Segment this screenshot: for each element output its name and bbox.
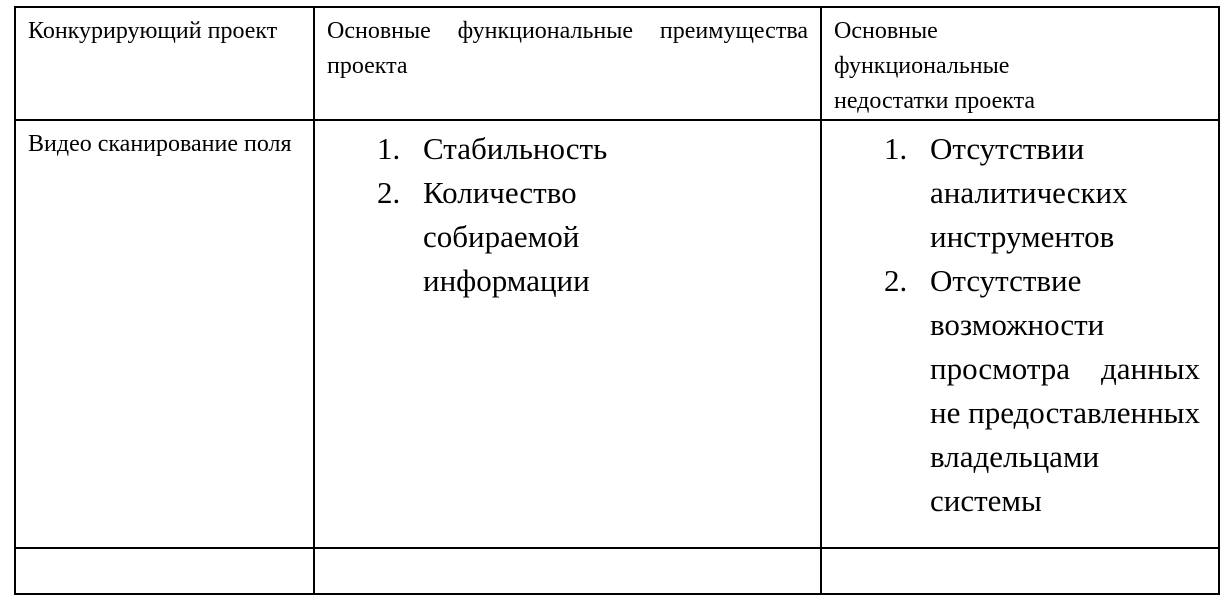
header-advantages-text: Основные функциональные преимущества проекта [327,18,808,79]
list-number: 2. [377,175,401,210]
table-row [15,120,1219,548]
header-cell-project [15,7,314,120]
project-cell [15,120,314,548]
list-number: 2. [884,263,908,298]
header-cell-disadvantages [821,7,1219,120]
disadvantage-text: Отсутствии аналитических инструментов [930,131,1128,254]
advantages-cell [314,120,821,548]
header-project-text: Конкурирующий проект [28,18,278,44]
advantage-item [377,171,723,303]
disadvantages-cell [821,120,1219,548]
disadvantage-item [884,127,1200,259]
disadvantage-text: Отсутствие возможности просмотра данных не предоставленных владельцами системы [930,263,1200,518]
advantage-text: Количество собираемой информации [423,175,590,298]
empty-cell [314,548,821,594]
competitor-table [14,6,1220,595]
advantages-list [377,127,723,303]
advantage-item [377,127,723,171]
empty-cell [15,548,314,594]
header-disadvantages-text: Основные функциональные недостатки проекта [834,18,1036,114]
table-header-row [15,7,1219,120]
list-number: 1. [884,131,908,166]
advantage-text: Стабильность [423,131,608,166]
project-name: Видео сканирование поля [28,131,292,157]
disadvantages-list [884,127,1200,523]
empty-cell-text [16,549,313,555]
list-number: 1. [377,131,401,166]
empty-cell [821,548,1219,594]
header-cell-advantages [314,7,821,120]
disadvantage-item [884,259,1200,523]
table-row-empty [15,548,1219,594]
